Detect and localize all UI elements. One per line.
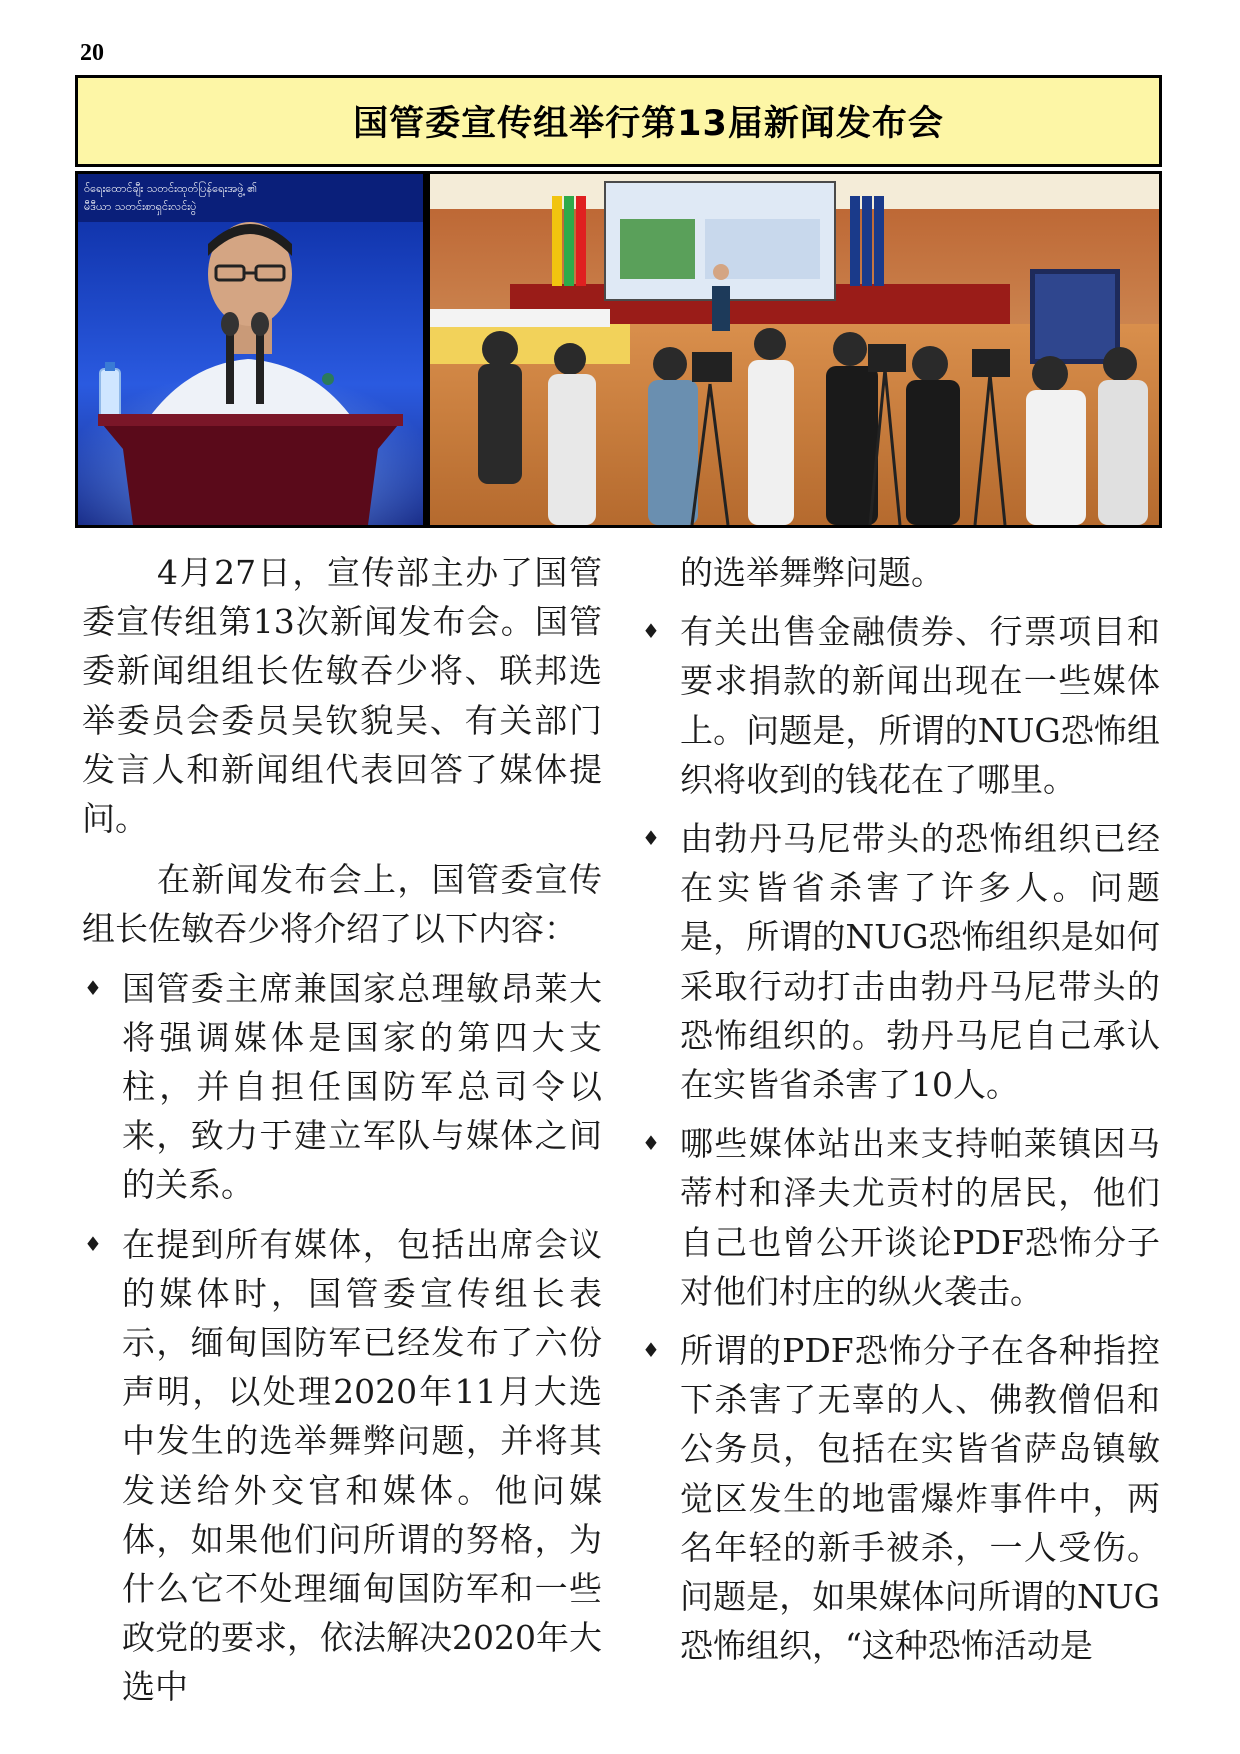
summary-paragraph: 在新闻发布会上，国管委宣传组长佐敏吞少将介绍了以下内容： <box>82 860 602 949</box>
caption-line-1: ဝ်ရေးထောင်ချီး သတင်းထုတ်ပြန်ရေးအဖွဲ့ ၏ <box>84 182 257 195</box>
press-hall-photo <box>430 174 1159 525</box>
bullet-item <box>640 1326 1160 1670</box>
bullet-icon: ♦ <box>84 975 102 1000</box>
title-banner <box>75 75 1162 167</box>
bullet-text: 哪些媒体站出来支持帕莱镇因马蒂村和泽夫尤贡村的居民，他们自己也曾公开谈论PDF恐怖分子对他们村庄的纵火袭击。 <box>680 1124 1160 1311</box>
bullet-text: 国管委主席兼国家总理敏昂莱大将强调媒体是国家的第四大支柱，并自担任国防军总司令以来，致力于建立军队与媒体之间的关系。 <box>122 968 602 1205</box>
bullet-item <box>640 1119 1160 1316</box>
speaker-illustration <box>78 174 423 525</box>
right-column <box>640 548 1160 1670</box>
bullet-item <box>640 814 1160 1109</box>
bullet-text: 由勃丹马尼带头的恐怖组织已经在实皆省杀害了许多人。问题是，所谓的NUG恐怖组织是如何采取行动打击由勃丹马尼带头的恐怖组织的。勃丹马尼自己承认在实皆省杀害了10人。 <box>680 819 1160 1105</box>
photo-strip <box>75 171 1162 528</box>
left-column <box>82 548 602 1712</box>
bullet-text: 有关出售金融债券、行票项目和要求捐款的新闻出现在一些媒体上。问题是，所谓的NUG恐怖组织将收到的钱花在了哪里。 <box>680 612 1160 799</box>
bullet-item <box>82 964 602 1210</box>
bullet-text: 所谓的PDF恐怖分子在各种指控下杀害了无辜的人、佛教僧侣和公务员，包括在实皆省萨岛镇敏觉区发生的地雷爆炸事件中，两名年轻的新手被杀，一人受伤。问题是，如果媒体问所谓的NUG恐怖组织，“这种恐怖活动是 <box>680 1331 1160 1666</box>
continued-text: 的选举舞弊问题。 <box>680 553 944 592</box>
bullet-icon: ♦ <box>642 619 660 644</box>
press-hall-illustration <box>430 174 1159 525</box>
bullet-icon: ♦ <box>642 1131 660 1156</box>
bullet-item <box>82 1220 602 1712</box>
bullet-icon: ♦ <box>642 826 660 851</box>
page-title: 国管委宣传组举行第13届新闻发布会 <box>353 104 944 144</box>
speaker-photo <box>78 174 423 525</box>
intro-paragraph: 4月27日，宣传部主办了国管委宣传组第13次新闻发布会。国管委新闻组组长佐敏吞少将、联邦选举委员会委员吴钦貌吴、有关部门发言人和新闻组代表回答了媒体提问。 <box>82 553 602 839</box>
bullet-icon: ♦ <box>84 1231 102 1256</box>
bullet-text: 在提到所有媒体，包括出席会议的媒体时，国管委宣传组长表示，缅甸国防军已经发布了六份声明，以处理2020年11月大选中发生的选举舞弊问题，并将其发送给外交官和媒体。他问媒体，如果他们问所谓的努格，为什么它不处理缅甸国防军和一些政党的要求，依法解决2020年大选中 <box>122 1224 602 1707</box>
bullet-item <box>640 607 1160 804</box>
caption-line-2: မီဒီယာ သတင်းစာရှင်းလင်းပွဲ <box>84 200 197 213</box>
page-number: 20 <box>80 40 104 66</box>
bullet-icon: ♦ <box>642 1338 660 1363</box>
